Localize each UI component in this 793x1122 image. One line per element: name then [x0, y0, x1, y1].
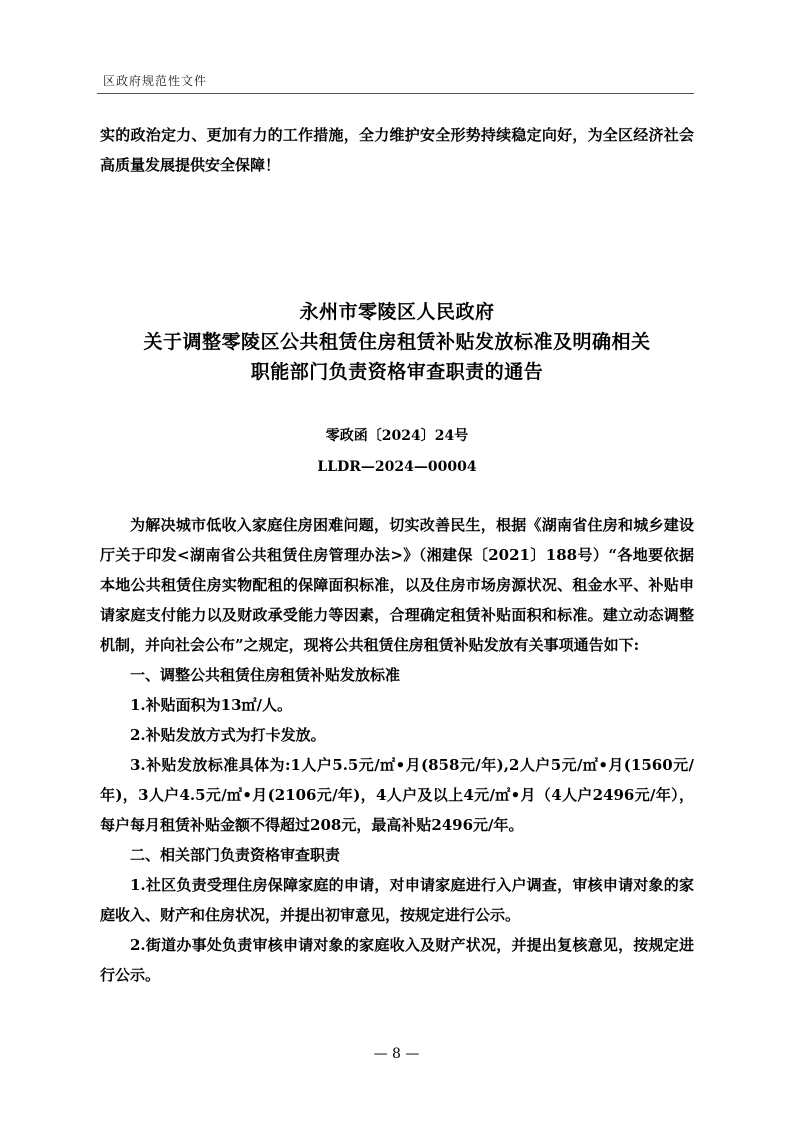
document-numbers [100, 421, 694, 483]
preamble-paragraph: 为解决城市低收入家庭住房困难问题，切实改善民生，根据《湖南省住房和城乡建设厅关于印发<湖南省公共租赁住房管理办法>》（湘建保〔2021〕188号）“各地要依据本地公共租赁住房实物配租的保障面积标准，以及住房市场房源状况、租金水平、补贴申请家庭支付能力以及财政承受能力等因素，合理确定租赁补贴面积和标准。建立动态调整机制，并向社会公布”之规定，现将公共租赁住房租赁补贴发放有关事项通告如下: [100, 516, 694, 654]
title-line-3: 职能部门负责资格审查职责的通告 [250, 361, 544, 383]
title-line-2: 关于调整零陵区公共租赁住房租赁补贴发放标准及明确相关 [143, 331, 651, 353]
section-2-item-2: 2.街道办事处负责审核申请对象的家庭收入及财产状况，并提出复核意见，按规定进行公示。 [100, 936, 694, 984]
intro-paragraph: 实的政治定力、更加有力的工作措施，全力维护安全形势持续稳定向好，为全区经济社会高质量发展提供安全保障！ [100, 126, 694, 174]
reference-number: 零政函〔2024〕24号 [325, 428, 469, 444]
section-2-item-1: 1.社区负责受理住房保障家庭的申请，对申请家庭进行入户调查，审核申请对象的家庭收入、财产和住房状况，并提出初审意见，按规定进行公示。 [100, 876, 694, 924]
notice-body [100, 510, 694, 990]
title-line-1: 永州市零陵区人民政府 [299, 301, 495, 323]
section-1-item-3: 3.补贴发放标准具体为:1人户5.5元/㎡•月(858元/年),2人户5元/㎡•月(1560元/年)，3人户4.5元/㎡•月(2106元/年)，4人户及以上4元/㎡•月（4人户2496元/年），每户每月租赁补贴金额不得超过208元，最高补贴2496元/年。 [100, 756, 694, 834]
notice-title [100, 297, 694, 387]
document-content [100, 120, 694, 990]
section-1-item-2: 2.补贴发放方式为打卡发放。 [130, 726, 326, 744]
running-header: 区政府规范性文件 [103, 74, 208, 88]
section-2-heading: 二、相关部门负责资格审查职责 [130, 846, 341, 864]
registration-number: LLDR—2024—00004 [317, 459, 477, 475]
section-1-item-1: 1.补贴面积为13㎡/人。 [130, 696, 293, 714]
section-1-heading: 一、调整公共租赁住房租赁补贴发放标准 [130, 666, 401, 684]
page-number: — 8 — [373, 1046, 420, 1062]
